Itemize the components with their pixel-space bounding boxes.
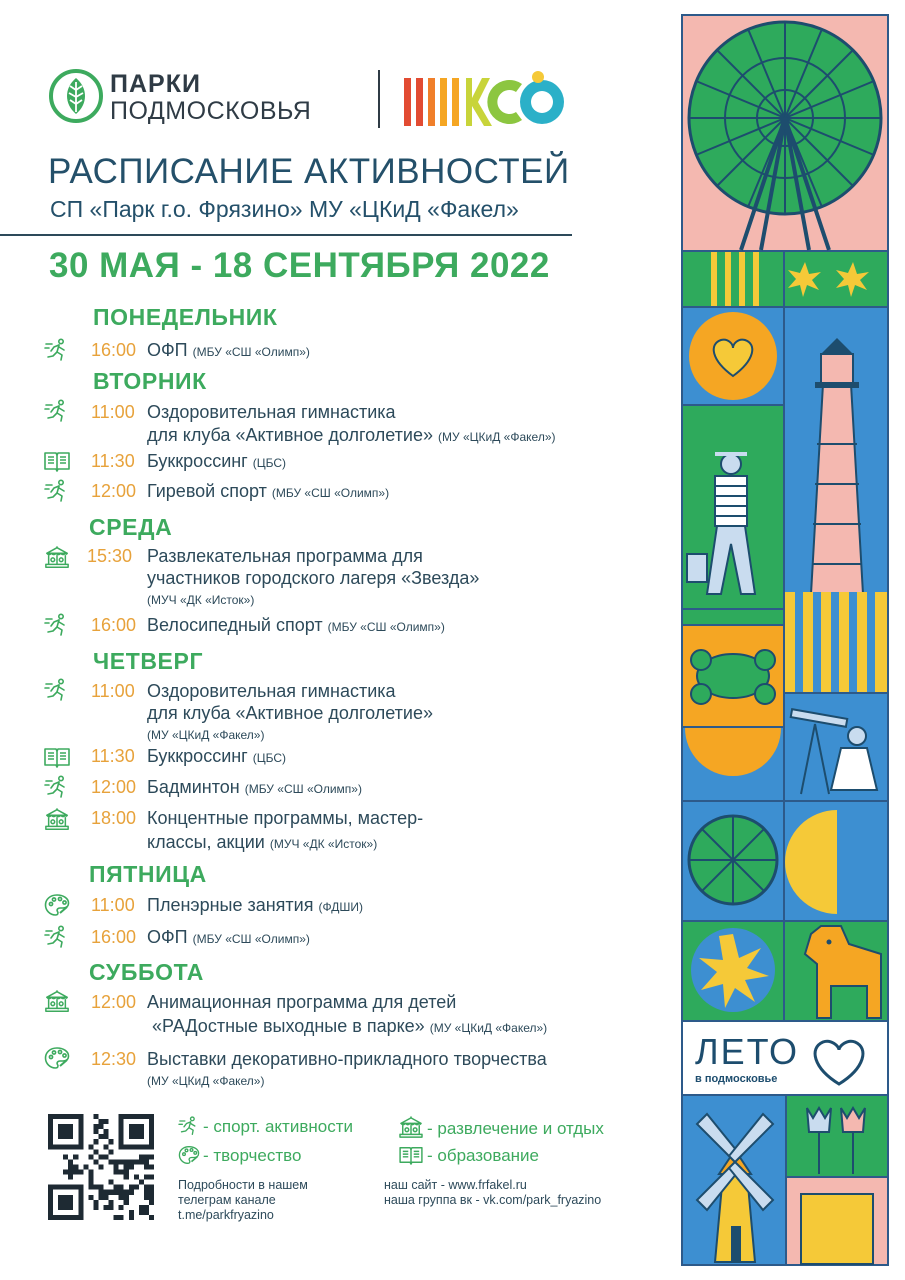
date-range: 30 МАЯ - 18 СЕНТЯБРЯ 2022 <box>49 246 550 285</box>
event-title-text: Бадминтон <box>147 777 240 797</box>
event-organizer: (МУ «ЦКиД «Факел») <box>429 1021 548 1035</box>
event-organizer: (МБУ «СШ «Олимп») <box>244 782 362 796</box>
event-organizer: (МУ «ЦКиД «Факел») <box>147 1074 265 1088</box>
open-book-icon <box>44 745 70 769</box>
event-title: Оздоровительная гимнастика <box>147 402 396 422</box>
event-time: 16:00 <box>91 615 137 635</box>
event-title <box>147 615 445 636</box>
day-heading-saturday: СУББОТА <box>89 959 204 985</box>
legend-creativity <box>178 1145 301 1166</box>
event-time: 18:00 <box>91 808 137 828</box>
event-organizer: (ФДШИ) <box>318 900 363 914</box>
event-organizer: (ЦБС) <box>252 751 287 765</box>
event-title: Концентные программы, мастер- <box>147 808 424 828</box>
legend-entertainment <box>398 1116 604 1139</box>
event-title: Анимационная программа для детей <box>147 992 457 1012</box>
event-organizer: (МУЧ «ДК «Исток») <box>147 593 255 607</box>
event-title-text: ОФП <box>147 927 188 947</box>
event-title-text: «РАДостные выходные в парке» <box>152 1016 425 1036</box>
telegram-note <box>178 1178 308 1223</box>
event-title-line2: для клуба «Активное долголетие» <box>147 703 434 723</box>
event-title-text: Велосипедный спорт <box>147 615 323 635</box>
event-title-line2 <box>152 1016 547 1037</box>
site-link[interactable]: наш сайт - www.frfakel.ru <box>384 1178 527 1192</box>
event-time: 11:00 <box>91 681 135 701</box>
event-time: 11:30 <box>91 451 135 471</box>
event-time: 12:00 <box>91 992 137 1012</box>
page-subtitle: СП «Парк г.о. Фрязино» МУ «ЦКиД «Факел» <box>50 196 519 222</box>
event-organizer: (МБУ «СШ «Олимп») <box>271 486 390 500</box>
palette-icon <box>44 893 70 917</box>
carousel-icon <box>44 807 70 831</box>
event-title-text: Пленэрные занятия <box>147 895 314 915</box>
parks-name-line2: ПОДМОСКОВЬЯ <box>110 97 312 125</box>
event-time: 11:00 <box>91 895 135 915</box>
event-organizer: (МУЧ «ДК «Исток») <box>269 837 378 851</box>
event-title-line2: участников городского лагеря «Звезда» <box>147 568 480 588</box>
event-title: Развлекательная программа для <box>147 546 423 566</box>
legend-sport-label: - спорт. активности <box>203 1117 353 1136</box>
event-time: 12:00 <box>91 777 137 797</box>
event-title-line2 <box>147 425 556 446</box>
event-title-text: Буккроссинг <box>147 451 248 471</box>
open-book-icon <box>398 1145 424 1165</box>
leto-badge-title: ЛЕТО <box>695 1031 800 1072</box>
palette-icon <box>44 1046 70 1070</box>
event-time: 16:00 <box>91 340 137 360</box>
leto-badge-subtitle: в подмосковье <box>695 1073 778 1085</box>
page-title: РАСПИСАНИЕ АКТИВНОСТЕЙ <box>48 152 570 191</box>
telegram-note-line1: Подробности в нашем <box>178 1178 308 1192</box>
event-time: 16:00 <box>91 927 137 947</box>
event-title-text: Гиревой спорт <box>147 481 267 501</box>
legend-sport <box>178 1116 353 1137</box>
telegram-link[interactable]: t.me/parkfryazino <box>178 1208 274 1222</box>
event-organizer: (МБУ «СШ «Олимп») <box>327 620 445 634</box>
legend-entertainment-label: - развлечение и отдых <box>427 1119 604 1138</box>
event-time: 15:30 <box>87 546 133 566</box>
event-organizer: (МБУ «СШ «Олимп») <box>192 345 310 359</box>
event-title-line2 <box>147 832 377 853</box>
event-title <box>147 895 363 916</box>
event-organizer: (МУ «ЦКиД «Факел») <box>438 430 556 444</box>
day-heading-tuesday: ВТОРНИК <box>93 368 207 394</box>
parks-name-line1: ПАРКИ <box>110 70 201 98</box>
event-title <box>147 481 389 502</box>
running-person-icon <box>44 479 70 503</box>
qr-code-icon[interactable] <box>48 1114 154 1220</box>
vk-link[interactable]: наша группа вк - vk.com/park_fryazino <box>384 1193 602 1207</box>
event-title <box>147 340 310 361</box>
event-title-text: классы, акции <box>147 832 265 852</box>
event-time: 12:30 <box>91 1049 137 1069</box>
summer-illustration-column <box>681 14 889 1266</box>
event-organizer: (ЦБС) <box>252 456 287 470</box>
day-heading-monday: ПОНЕДЕЛЬНИК <box>93 304 278 330</box>
event-time: 11:00 <box>91 402 135 422</box>
running-person-icon <box>44 399 70 423</box>
running-person-icon <box>44 925 70 949</box>
day-heading-friday: ПЯТНИЦА <box>89 861 207 887</box>
frog-icon <box>691 650 775 704</box>
event-title <box>147 927 310 948</box>
event-time: 11:30 <box>91 746 135 766</box>
running-person-icon <box>44 338 70 362</box>
running-person-icon <box>44 613 70 637</box>
day-heading-thursday: ЧЕТВЕРГ <box>93 648 204 674</box>
contacts-note <box>384 1178 601 1208</box>
event-title-text: ОФП <box>147 340 188 360</box>
event-title-text: для клуба «Активное долголетие» <box>147 425 434 445</box>
carousel-icon <box>44 545 70 569</box>
event-time: 12:00 <box>91 481 137 501</box>
running-person-icon <box>178 1116 200 1136</box>
legend-education <box>398 1145 539 1166</box>
event-organizer: (МУ «ЦКиД «Факел») <box>147 728 265 742</box>
legend-creativity-label: - творчество <box>203 1146 302 1165</box>
event-title <box>147 777 362 798</box>
open-book-icon <box>44 449 70 473</box>
day-heading-wednesday: СРЕДА <box>89 514 173 540</box>
event-organizer: (МБУ «СШ «Олимп») <box>192 932 310 946</box>
legend-education-label: - образование <box>427 1146 539 1165</box>
event-title <box>147 746 286 767</box>
palette-icon <box>178 1145 200 1165</box>
running-person-icon <box>44 775 70 799</box>
event-title <box>147 451 286 472</box>
carousel-icon <box>44 989 70 1013</box>
event-title: Выставки декоративно-прикладного творчества <box>147 1049 547 1069</box>
citrus-slice-icon <box>689 816 777 904</box>
running-person-icon <box>44 678 70 702</box>
carousel-icon <box>398 1116 424 1138</box>
event-title-text: Буккроссинг <box>147 746 248 766</box>
telegram-note-line2: телеграм канале <box>178 1193 276 1207</box>
event-title: Оздоровительная гимнастика <box>147 681 396 701</box>
